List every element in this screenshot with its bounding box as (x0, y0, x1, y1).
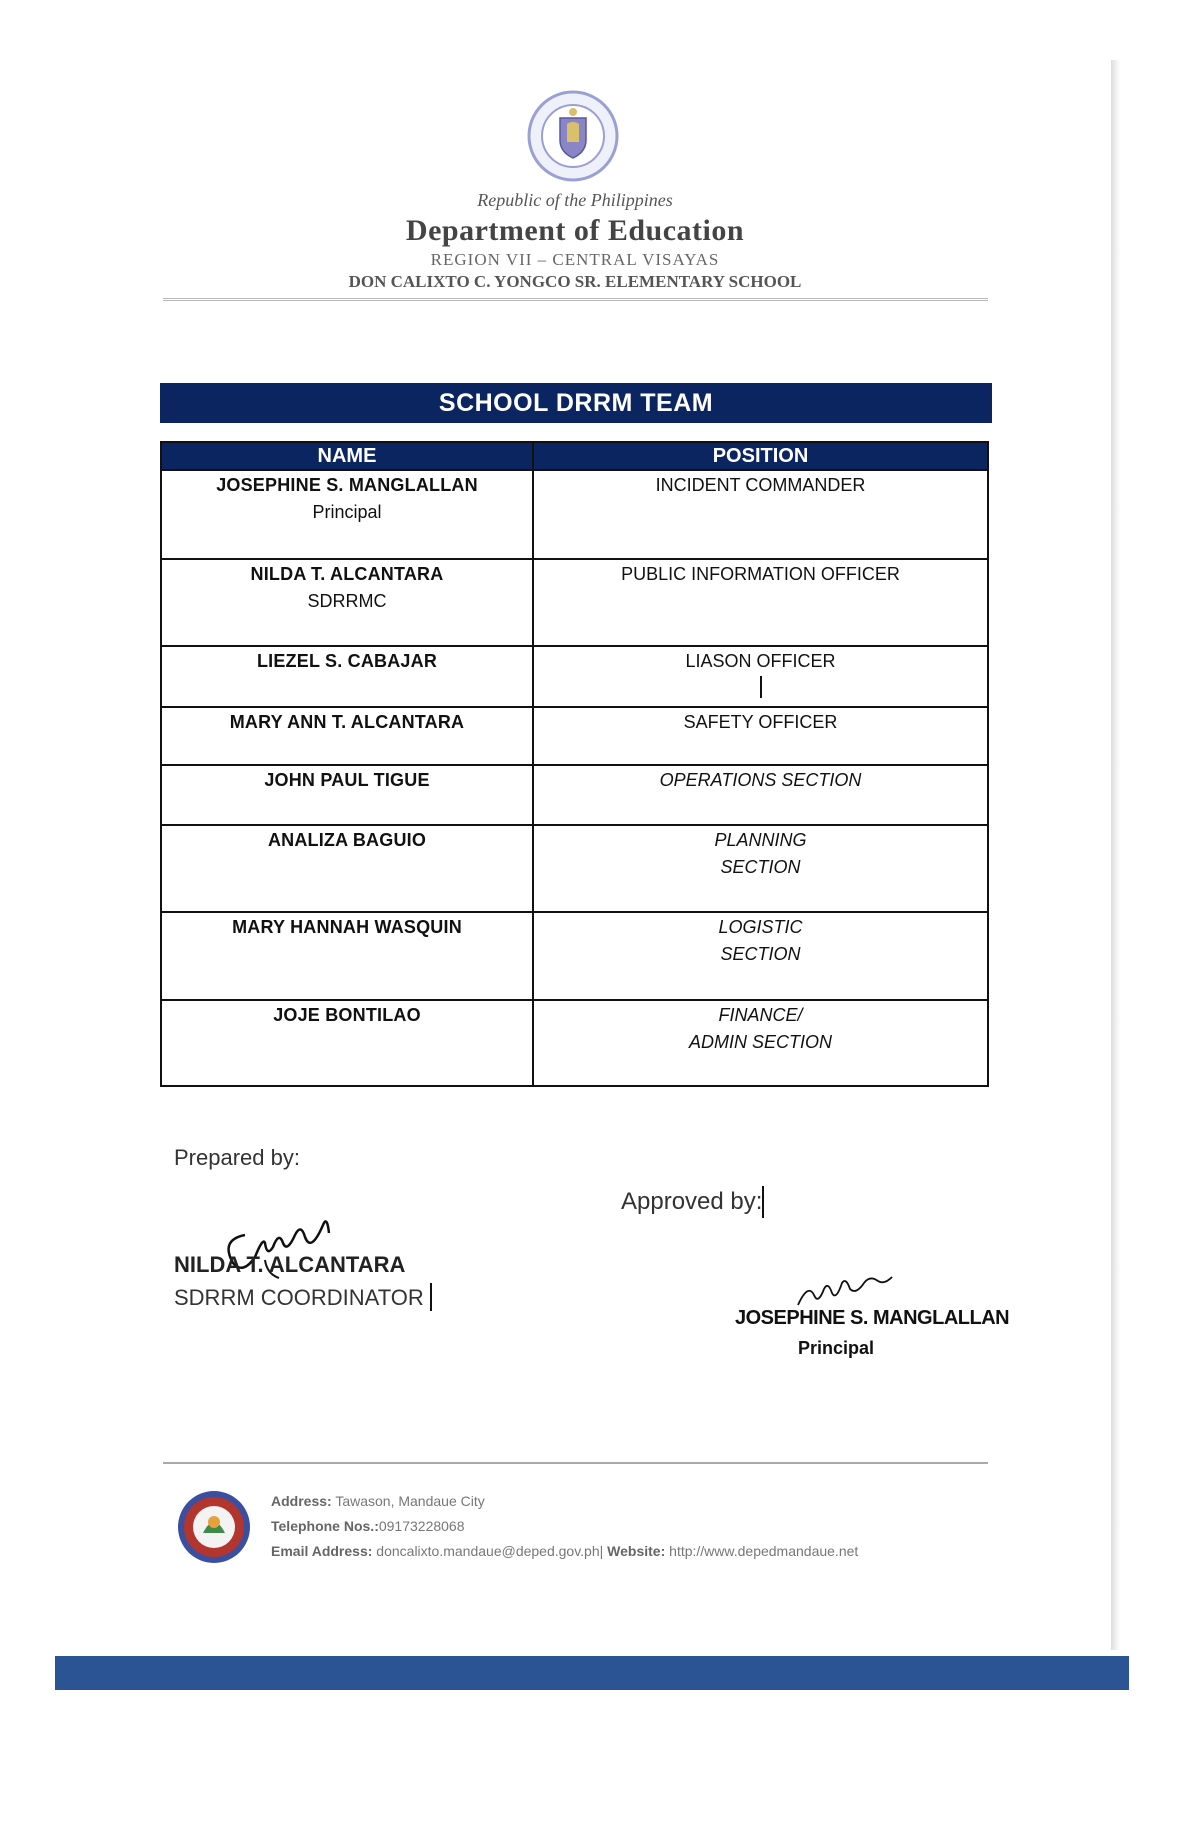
position-cell (533, 912, 988, 1000)
deped-seal-logo (527, 90, 619, 182)
member-name: MARY HANNAH WASQUIN (232, 917, 462, 937)
position-cell (533, 559, 988, 646)
drrm-team-table (160, 441, 989, 1087)
address-label: Address: (271, 1493, 332, 1509)
school-seal-logo (176, 1489, 252, 1565)
text-cursor (430, 1283, 432, 1311)
table-row (161, 559, 988, 646)
member-position: INCIDENT COMMANDER (655, 475, 866, 495)
name-cell (161, 765, 533, 825)
member-name: LIEZEL S. CABAJAR (256, 651, 438, 671)
member-position: OPERATIONS SECTION (659, 770, 862, 790)
footer-contact (271, 1543, 858, 1559)
name-cell (161, 646, 533, 707)
table-row (161, 912, 988, 1000)
table-row (161, 825, 988, 912)
position-cell (533, 765, 988, 825)
name-cell (161, 825, 533, 912)
telephone-label: Telephone Nos.: (271, 1518, 379, 1534)
position-cell (533, 646, 988, 707)
member-position: LOGISTIC (718, 917, 803, 937)
column-header-position: POSITION (533, 442, 988, 470)
member-position: PUBLIC INFORMATION OFFICER (621, 564, 900, 584)
table-row (161, 707, 988, 765)
position-cell (533, 1000, 988, 1086)
position-cell (533, 825, 988, 912)
approved-by-role: Principal (798, 1338, 875, 1358)
text-cursor (762, 1186, 764, 1218)
member-position: FINANCE/ (718, 1005, 803, 1025)
member-name: JOSEPHINE S. MANGLALLAN (216, 475, 478, 495)
school-name: DON CALIXTO C. YONGCO SR. ELEMENTARY SCHOOL (348, 272, 802, 291)
table-row (161, 470, 988, 559)
member-name: ANALIZA BAGUIO (267, 830, 427, 850)
text-cursor (760, 676, 762, 698)
name-cell (161, 559, 533, 646)
table-row (161, 646, 988, 707)
region-line: REGION VII – CENTRAL VISAYAS (430, 250, 720, 269)
name-cell (161, 707, 533, 765)
name-cell (161, 1000, 533, 1086)
member-name: JOHN PAUL TIGUE (264, 770, 430, 790)
email-label: Email Address: (271, 1543, 373, 1559)
name-cell (161, 470, 533, 559)
approved-by-name: JOSEPHINE S. MANGLALLAN (735, 1307, 1010, 1329)
column-header-name: NAME (161, 442, 533, 470)
member-name: NILDA T. ALCANTARA (250, 564, 444, 584)
position-cell (533, 707, 988, 765)
member-designation: SDRRMC (307, 591, 387, 611)
member-position-line-2: SECTION (720, 944, 801, 964)
member-position: LIASON OFFICER (685, 651, 836, 671)
address-value: Tawason, Mandaue City (335, 1493, 485, 1509)
member-name: JOJE BONTILAO (273, 1005, 421, 1025)
member-position: SAFETY OFFICER (683, 712, 838, 732)
footer-color-bar (55, 1656, 1129, 1690)
website-value: http://www.depedmandaue.net (669, 1543, 859, 1559)
footer-telephone (271, 1518, 465, 1534)
republic-line: Republic of the Philippines (477, 190, 673, 210)
footer-address (271, 1493, 485, 1509)
prepared-by-role: SDRRM COORDINATOR (174, 1285, 424, 1310)
approved-by-label: Approved by: (621, 1188, 763, 1215)
name-cell (161, 912, 533, 1000)
telephone-value: 09173228068 (378, 1518, 465, 1534)
page-edge-shadow (1111, 60, 1121, 1650)
website-label: Website: (607, 1543, 666, 1559)
table-row (161, 1000, 988, 1086)
member-name: MARY ANN T. ALCANTARA (229, 712, 465, 732)
email-value: doncalixto.mandaue@deped.gov.ph| (376, 1543, 604, 1559)
member-position: PLANNING (714, 830, 807, 850)
page-title: SCHOOL DRRM TEAM (160, 383, 992, 423)
prepared-by-label: Prepared by: (174, 1145, 300, 1170)
department-name: Department of Education (405, 214, 745, 247)
member-position-line-2: SECTION (720, 857, 801, 877)
member-designation: Principal (312, 502, 382, 522)
table-header-row (161, 442, 988, 470)
header-divider (163, 298, 988, 301)
table-row (161, 765, 988, 825)
footer-divider (163, 1462, 988, 1464)
position-cell (533, 470, 988, 559)
prepared-by-name: NILDA T. ALCANTARA (174, 1252, 406, 1277)
member-position-line-2: ADMIN SECTION (688, 1032, 832, 1052)
